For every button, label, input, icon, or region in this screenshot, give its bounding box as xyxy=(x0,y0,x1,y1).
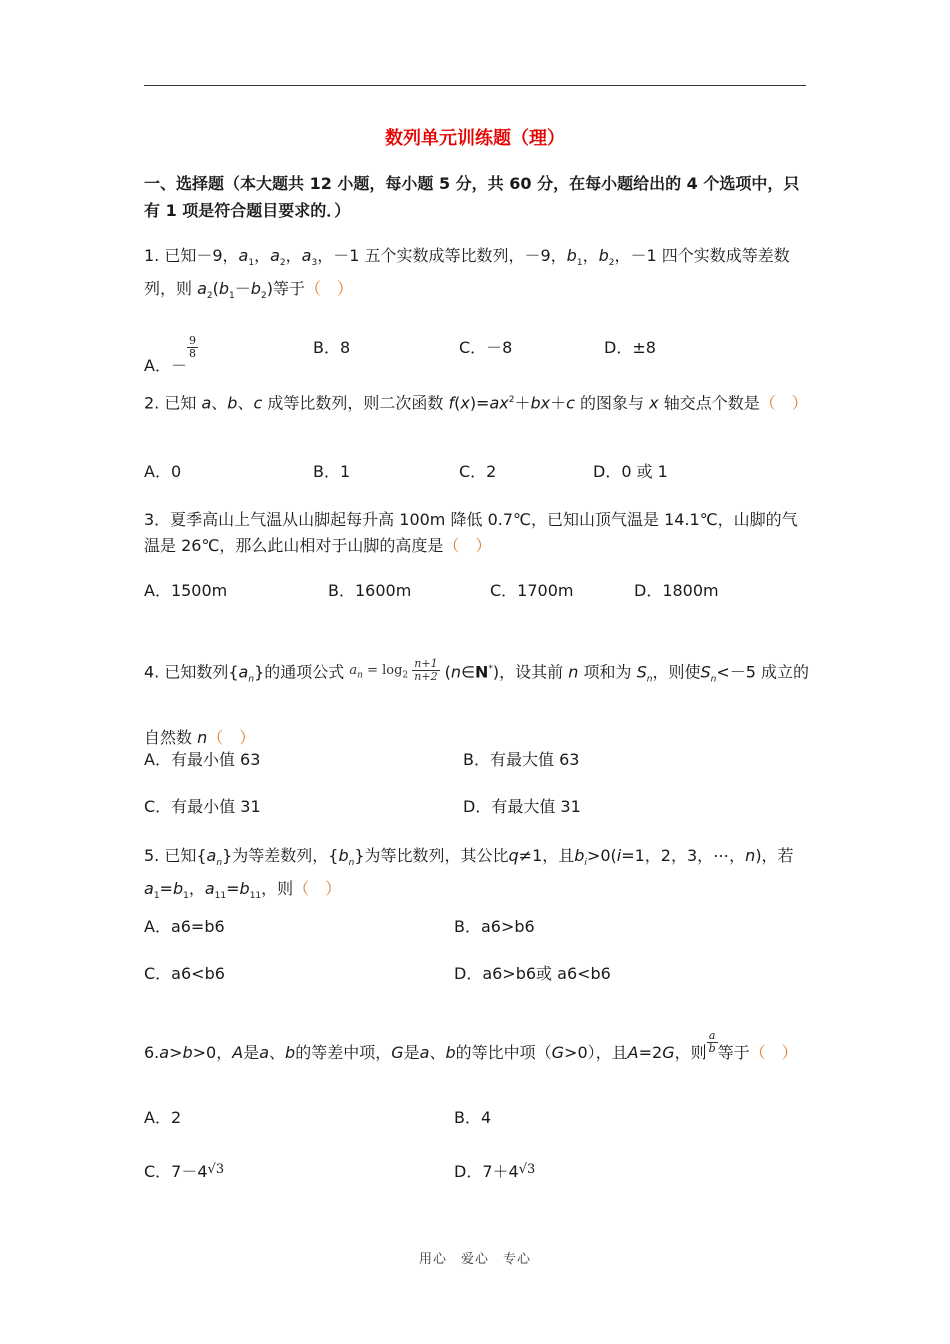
option-6b: B．4 xyxy=(454,1108,492,1127)
option-5a: A．a6=b6 xyxy=(144,917,225,936)
section-heading: 一、选择题（本大题共 12 小题，每小题 5 分，共 60 分，在每小题给出的 4 个选项中，只有 1 项是符合题目要求的．） xyxy=(144,174,800,220)
option-3a: A．1500m xyxy=(144,581,228,600)
option-6d: D．$7+4^{√3}$ xyxy=(454,1162,536,1181)
question-2: 2. 已知 a、b、c 成等比数列，则二次函数 $f(x)=ax^2+bx+c$ 的图象与 x 轴交点个数是（ ） xyxy=(144,393,808,413)
answer-bracket: （ ） xyxy=(207,727,256,747)
option-3d: D．1800m xyxy=(634,581,719,600)
option-3b: B．1600m xyxy=(328,581,412,600)
question-5: 5. 已知$\{a_n\}$为等差数列，$\{b_n\}$为等比数列，其公比q≠1，且$b_i>0(i=1$，2，3，⋯，n)，若$a_1=b_1$，$a_{11}=b_{11}$，则（ ） xyxy=(144,846,794,902)
question-1: 1. 已知－9，$a_1$，$a_2$，$a_3$，－1 五个实数成等比数列，－9，$b_1$，$b_2$，－1 四个实数成等差数列，则 $a_2(b_1-b_2)$等于（ ） xyxy=(144,246,790,302)
option-1a: A．－ $\frac{9}{8}$ xyxy=(144,334,196,375)
answer-bracket: （ ） xyxy=(749,1043,798,1062)
option-6a: A．2 xyxy=(144,1108,182,1127)
page-footer: 用心 爱心 专心 xyxy=(418,1252,531,1267)
question-3: 3．夏季高山上气温从山脚起每升高 100m 降低 0.7℃，已知山顶气温是 14.1℃，山脚的气温是 26℃，那么此山相对于山脚的高度是（ ） xyxy=(144,510,798,555)
option-3c: C．1700m xyxy=(490,581,574,600)
formula-an: $a_n = \log_2$ $\frac{n+1}{n+2}$ xyxy=(349,656,438,683)
option-1b: B．8 xyxy=(313,338,351,357)
option-4c: C．有最小值 31 xyxy=(144,797,261,816)
answer-bracket: （ ） xyxy=(443,536,492,555)
option-4a: A．有最小值 63 xyxy=(144,750,261,769)
option-2c: C．2 xyxy=(459,462,497,481)
option-2d: D．0 或 1 xyxy=(593,462,668,481)
header-rule xyxy=(144,85,806,86)
option-6c: C．$7-4^{√3}$ xyxy=(144,1162,225,1181)
option-4d: D．有最大值 31 xyxy=(463,797,581,816)
option-1c: C．－8 xyxy=(459,338,513,357)
question-6: 6.a>b>0，A是a、b的等差中项，G是a、b的等比中项（G>0），且A=2G，则 $\frac{a}{b}$ 等于（ ） xyxy=(144,1029,798,1062)
answer-bracket: （ ） xyxy=(293,879,342,899)
option-4b: B．有最大值 63 xyxy=(463,750,580,769)
option-5d: D．a6>b6或 a6<b6 xyxy=(454,964,611,983)
option-2a: A．0 xyxy=(144,462,182,481)
option-1d: D．±8 xyxy=(604,338,656,357)
answer-bracket: （ ） xyxy=(759,393,808,413)
question-4: 4. 已知数列$\{a_n\}$的通项公式 $a_n = \log_2$ $\frac{n+1}{n+2}$ (n∈N*)，设其前 n 项和为 $S_n$，则使$S_n<-5$ 成立的自然数 n（ ） xyxy=(144,640,812,767)
option-5b: B．a6>b6 xyxy=(454,917,535,936)
option-2b: B．1 xyxy=(313,462,351,481)
page-title: 数列单元训练题（理） xyxy=(385,128,565,149)
option-5c: C．a6<b6 xyxy=(144,964,225,983)
answer-bracket: （ ） xyxy=(304,279,353,299)
